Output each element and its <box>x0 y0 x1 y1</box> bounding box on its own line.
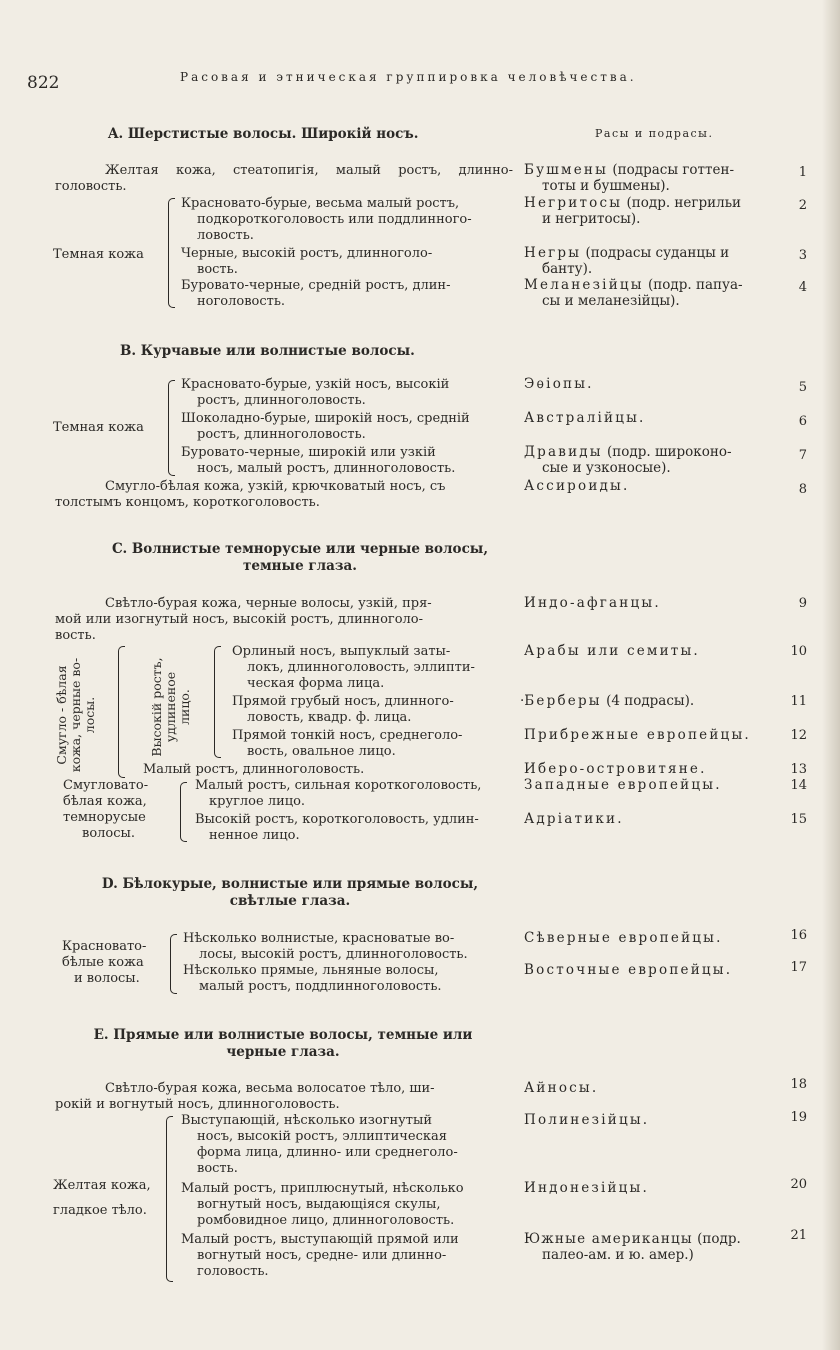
section-b-item-8-num: 8 <box>798 482 807 497</box>
section-e-item-21-desc3: головость. <box>197 1264 269 1279</box>
section-e-item-19-desc2: носъ, высокій ростъ, эллиптическая <box>197 1129 447 1144</box>
section-c-outer-vertical-label: Смугло - бѣлая кожа, черные во- лосы. <box>54 657 97 773</box>
section-c-item-14-race: Западные европейцы. <box>524 777 722 793</box>
section-b-item-8-desc: Смугло-бѣлая кожа, узкій, крючковатый носъ, съ <box>105 479 446 494</box>
section-e-title: E. Прямые или волнистые волосы, темные или черные глаза. <box>93 1027 473 1060</box>
section-c-group2-brace <box>180 782 187 842</box>
section-a-item-4-num: 4 <box>798 280 807 295</box>
section-d-group-label-3: и волосы. <box>74 971 140 986</box>
section-a-item-2-race-cont: и негритосы). <box>542 211 641 227</box>
section-e-item-18-num: 18 <box>790 1077 807 1092</box>
section-c-item-9-num: 9 <box>798 596 807 611</box>
section-d-title: D. Бѣлокурые, волнистые или прямые волосы, свѣтлые глаза. <box>101 876 479 909</box>
section-e-item-20-desc3: ромбовидное лицо, длинноголовость. <box>197 1213 455 1228</box>
section-b-item-7-desc2: носъ, малый ростъ, длинноголовость. <box>197 461 456 476</box>
section-c-item-15-race: Адріатики. <box>524 811 624 827</box>
section-c-outer-brace <box>118 646 125 778</box>
section-c-item-14-desc: Малый ростъ, сильная короткоголовость, <box>195 778 482 793</box>
section-e-item-20-race: Индонезійцы. <box>524 1180 649 1196</box>
section-d-item-16-race: Сѣверные европейцы. <box>524 930 723 946</box>
section-e-brace <box>166 1116 173 1282</box>
section-a-item-1-desc2: головость. <box>55 179 127 194</box>
races-column-label: Расы и подрасы. <box>595 127 714 140</box>
section-c-item-14-desc2: круглое лицо. <box>209 794 306 809</box>
section-a-item-1-desc: Желтая кожа, стеатопигія, малый ростъ, длинно- <box>105 163 513 178</box>
section-c-item-15-desc: Высокій ростъ, короткоголовость, удлин- <box>195 812 479 827</box>
section-e-item-19-desc4: вость. <box>197 1161 238 1176</box>
section-e-item-18-race: Айносы. <box>524 1080 599 1096</box>
section-c-item-11-race: ·Берберы (4 подрасы). <box>520 693 695 709</box>
section-c-group2-label-1: Смугловато- <box>63 778 149 793</box>
section-d-item-16-desc: Нѣсколько волнистые, красноватые во- <box>183 931 455 946</box>
section-b-item-5-desc: Красновато-бурые, узкій носъ, высокій <box>181 377 450 392</box>
section-e-item-19-num: 19 <box>790 1110 807 1125</box>
section-c-group2-label-4: волосы. <box>82 826 135 841</box>
section-a-group-label: Темная кожа <box>53 247 144 262</box>
section-d-item-16-num: 16 <box>790 928 807 943</box>
section-b-item-5-desc2: ростъ, длинноголовость. <box>197 393 366 408</box>
section-a-item-3-desc: Черные, высокій ростъ, длинноголо- <box>181 246 433 261</box>
section-b-item-6-num: 6 <box>798 414 807 429</box>
section-b-brace <box>168 380 175 476</box>
section-e-item-20-num: 20 <box>790 1177 807 1192</box>
section-a-item-1-num: 1 <box>798 165 807 180</box>
section-c-item-11-desc: Прямой грубый носъ, длинного- <box>232 694 454 709</box>
section-a-title: A. Шерстистые волосы. Широкій носъ. <box>108 126 419 142</box>
section-c-item-12-desc: Прямой тонкій носъ, среднеголо- <box>232 728 463 743</box>
section-e-item-21-race-cont: палео-ам. и ю. амер.) <box>542 1247 694 1263</box>
section-a-item-2-race: Негритосы (подр. негрильи <box>524 195 742 211</box>
section-e-item-21-desc2: вогнутый носъ, средне- или длинно- <box>197 1248 447 1263</box>
section-e-item-20-desc2: вогнутый носъ, выдающіяся скулы, <box>197 1197 441 1212</box>
section-c-inner-brace <box>214 646 221 758</box>
section-c-item-11-desc2: ловость, квадр. ф. лица. <box>247 710 412 725</box>
section-e-item-18-desc2: рокій и вогнутый носъ, длинноголовость. <box>55 1097 340 1112</box>
running-title: Расовая и этническая группировка человѣчества. <box>180 70 637 84</box>
section-e-item-21-race: Южные американцы (подр. <box>524 1231 741 1247</box>
section-c-item-10-race: Арабы или семиты. <box>524 643 700 659</box>
section-c-item-13-desc: Малый ростъ, длинноголовость. <box>143 762 365 777</box>
section-c-item-13-num: 13 <box>790 762 807 777</box>
section-c-group2-label-3: темнорусые <box>63 810 146 825</box>
section-d-item-17-desc2: малый ростъ, поддлинноголовость. <box>199 979 442 994</box>
section-c-title: C. Волнистые темнорусые или черные волосы, темные глаза. <box>111 541 489 574</box>
section-b-item-7-race-cont: сые и узконосые). <box>542 460 671 476</box>
section-c-item-15-desc2: ненное лицо. <box>209 828 300 843</box>
section-a-brace <box>168 198 175 308</box>
section-d-item-17-desc: Нѣсколько прямые, льняные волосы, <box>183 963 439 978</box>
section-d-brace <box>170 934 177 994</box>
section-a-item-4-race-cont: сы и меланезійцы). <box>542 293 680 309</box>
section-a-item-1-race: Бушмены (подрасы готтен- <box>524 162 735 178</box>
section-a-item-2-desc: Красновато-бурые, весьма малый ростъ, <box>181 196 460 211</box>
section-b-title: B. Курчавые или волнистые волосы. <box>120 343 415 359</box>
section-c-item-9-race: Индо-афганцы. <box>524 595 661 611</box>
section-a-item-3-desc2: вость. <box>197 262 238 277</box>
page-edge-shadow <box>822 0 840 1350</box>
section-c-item-12-race: Прибрежные европейцы. <box>524 727 751 743</box>
section-e-item-21-num: 21 <box>790 1228 807 1243</box>
section-d-item-17-race: Восточные европейцы. <box>524 962 733 978</box>
section-a-item-3-num: 3 <box>798 248 807 263</box>
section-c-item-11-num: 11 <box>790 694 807 709</box>
section-b-item-8-desc2: толстымъ концомъ, короткоголовость. <box>55 495 320 510</box>
section-c-item-13-race: Иберо-островитяне. <box>524 761 707 777</box>
section-a-item-3-race-cont: банту). <box>542 261 593 277</box>
section-b-item-6-desc2: ростъ, длинноголовость. <box>197 427 366 442</box>
section-e-group-label-2: гладкое тѣло. <box>53 1203 147 1218</box>
section-e-item-18-desc: Свѣтло-бурая кожа, весьма волосатое тѣло, ши- <box>105 1081 435 1096</box>
section-a-item-1-race-cont: тоты и бушмены). <box>542 178 670 194</box>
section-c-item-10-desc3: ческая форма лица. <box>247 676 385 691</box>
section-c-item-14-num: 14 <box>790 778 807 793</box>
section-c-item-15-num: 15 <box>790 812 807 827</box>
section-b-item-8-race: Ассироиды. <box>524 478 630 494</box>
section-b-item-7-num: 7 <box>798 448 807 463</box>
section-d-item-16-desc2: лосы, высокій ростъ, длинноголовость. <box>199 947 468 962</box>
section-a-item-4-desc2: ноголовость. <box>197 294 286 309</box>
section-c-inner-vertical-label: Высокій ростъ, удлиненое лицо. <box>149 657 192 757</box>
section-b-item-5-num: 5 <box>798 380 807 395</box>
section-c-item-10-num: 10 <box>790 644 807 659</box>
section-d-group-label-2: бѣлые кожа <box>62 955 144 970</box>
section-b-item-6-race: Австралійцы. <box>524 410 646 426</box>
section-a-item-2-desc3: ловость. <box>197 228 254 243</box>
section-b-item-7-race: Дравиды (подр. широконо- <box>524 444 732 460</box>
section-e-item-19-desc: Выступающій, нѣсколько изогнутый <box>181 1113 432 1128</box>
section-e-item-21-desc: Малый ростъ, выступающій прямой или <box>181 1232 459 1247</box>
section-b-item-7-desc: Буровато-черные, широкій или узкій <box>181 445 436 460</box>
section-e-item-19-race: Полинезійцы. <box>524 1112 650 1128</box>
section-c-item-12-desc2: вость, овальное лицо. <box>247 744 396 759</box>
section-a-item-2-desc2: подкороткоголовость или поддлинного- <box>197 212 472 227</box>
section-c-item-12-num: 12 <box>790 728 807 743</box>
section-a-item-4-desc: Буровато-черные, средній ростъ, длин- <box>181 278 451 293</box>
section-a-item-4-race: Меланезійцы (подр. папуа- <box>524 277 743 293</box>
page-number: 822 <box>27 73 60 93</box>
section-c-item-9-desc3: вость. <box>55 628 96 643</box>
section-d-group-label-1: Красновато- <box>62 939 147 954</box>
section-b-item-6-desc: Шоколадно-бурые, широкій носъ, средній <box>181 411 470 426</box>
section-e-item-19-desc3: форма лица, длинно- или среднеголо- <box>197 1145 458 1160</box>
section-c-item-10-desc2: локъ, длинноголовость, эллипти- <box>247 660 475 675</box>
section-c-item-9-desc: Свѣтло-бурая кожа, черные волосы, узкій, пря- <box>105 596 432 611</box>
section-a-item-3-race: Негры (подрасы суданцы и <box>524 245 730 261</box>
section-e-group-label-1: Желтая кожа, <box>53 1178 151 1193</box>
section-c-group2-label-2: бѣлая кожа, <box>63 794 147 809</box>
section-a-item-2-num: 2 <box>798 198 807 213</box>
section-c-item-10-desc: Орлиный носъ, выпуклый заты- <box>232 644 451 659</box>
section-e-item-20-desc: Малый ростъ, приплюснутый, нѣсколько <box>181 1181 464 1196</box>
section-d-item-17-num: 17 <box>790 960 807 975</box>
section-c-item-9-desc2: мой или изогнутый носъ, высокій ростъ, длинноголо- <box>55 612 424 627</box>
section-b-group-label: Темная кожа <box>53 420 144 435</box>
section-b-item-5-race: Эѳіопы. <box>524 376 594 392</box>
